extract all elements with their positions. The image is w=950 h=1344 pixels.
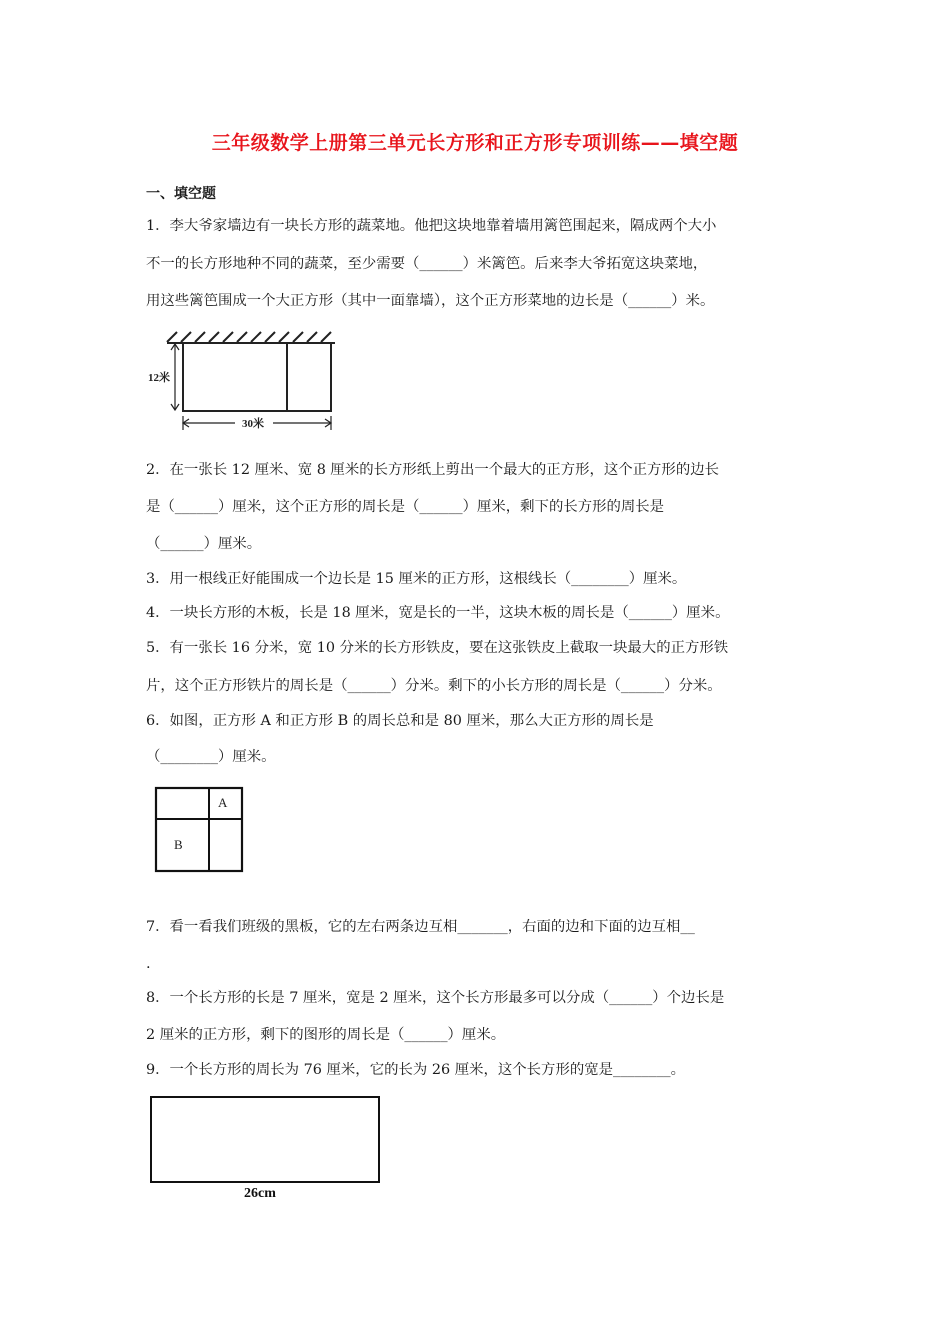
question-2-line-1: 2．在一张长 12 厘米、宽 8 厘米的长方形纸上剪出一个最大的正方形，这个正方形的边长 bbox=[146, 462, 719, 478]
question-9-line-1: 9．一个长方形的周长为 76 厘米，它的长为 26 厘米，这个长方形的宽是________。 bbox=[146, 1062, 685, 1078]
question-6-line-1: 6．如图，正方形 A 和正方形 B 的周长总和是 80 厘米，那么大正方形的周长是 bbox=[146, 713, 654, 729]
wall-hatching bbox=[167, 332, 331, 342]
section-heading: 一、填空题 bbox=[146, 186, 216, 202]
question-1-line-3: 用这些篱笆围成一个大正方形（其中一面靠墙），这个正方形菜地的边长是（______）米。 bbox=[146, 293, 715, 309]
question-5-line-2: 片，这个正方形铁片的周长是（______）分米。剩下的小长方形的周长是（______）分米。 bbox=[146, 678, 722, 694]
rectangle-length-label: 26cm bbox=[244, 1186, 276, 1201]
question-2-line-2: 是（______）厘米，这个正方形的周长是（______）厘米，剩下的长方形的周长是 bbox=[146, 499, 665, 515]
garden-rectangle bbox=[183, 343, 331, 411]
width-label: 30米 bbox=[242, 418, 264, 430]
squares-figure bbox=[154, 786, 246, 874]
garden-figure bbox=[145, 330, 345, 440]
question-3-line-1: 3．用一根线正好能围成一个边长是 15 厘米的正方形，这根线长（________）厘米。 bbox=[146, 571, 687, 587]
question-4-line-1: 4．一块长方形的木板，长是 18 厘米，宽是长的一半，这块木板的周长是（______）厘米。 bbox=[146, 605, 730, 621]
square-a-label: A bbox=[218, 795, 228, 810]
question-2-line-3: （______）厘米。 bbox=[146, 536, 262, 552]
height-dimension bbox=[171, 344, 179, 410]
height-label: 12米 bbox=[148, 372, 170, 384]
rectangle-figure bbox=[148, 1094, 384, 1204]
question-7-line-2: . bbox=[146, 956, 151, 972]
question-8-line-2: 2 厘米的正方形，剩下的图形的周长是（______）厘米。 bbox=[146, 1027, 506, 1043]
page-title: 三年级数学上册第三单元长方形和正方形专项训练——填空题 bbox=[211, 132, 739, 154]
question-6-line-2: （________）厘米。 bbox=[146, 749, 276, 765]
question-8-line-1: 8．一个长方形的长是 7 厘米，宽是 2 厘米，这个长方形最多可以分成（______）个边长是 bbox=[146, 990, 725, 1006]
big-square bbox=[156, 788, 242, 871]
square-b-label: B bbox=[174, 837, 183, 852]
question-7-line-1: 7．看一看我们班级的黑板，它的左右两条边互相_______，右面的边和下面的边互相__ bbox=[146, 919, 695, 935]
rectangle-shape bbox=[151, 1097, 379, 1182]
question-1-line-1: 1．李大爷家墙边有一块长方形的蔬菜地。他把这块地靠着墙用篱笆围起来，隔成两个大小 bbox=[146, 218, 717, 234]
question-5-line-1: 5．有一张长 16 分米，宽 10 分米的长方形铁皮，要在这张铁皮上截取一块最大的正方形铁 bbox=[146, 640, 729, 656]
question-1-line-2: 不一的长方形地种不同的蔬菜，至少需要（______）米篱笆。后来李大爷拓宽这块菜地， bbox=[146, 256, 708, 272]
